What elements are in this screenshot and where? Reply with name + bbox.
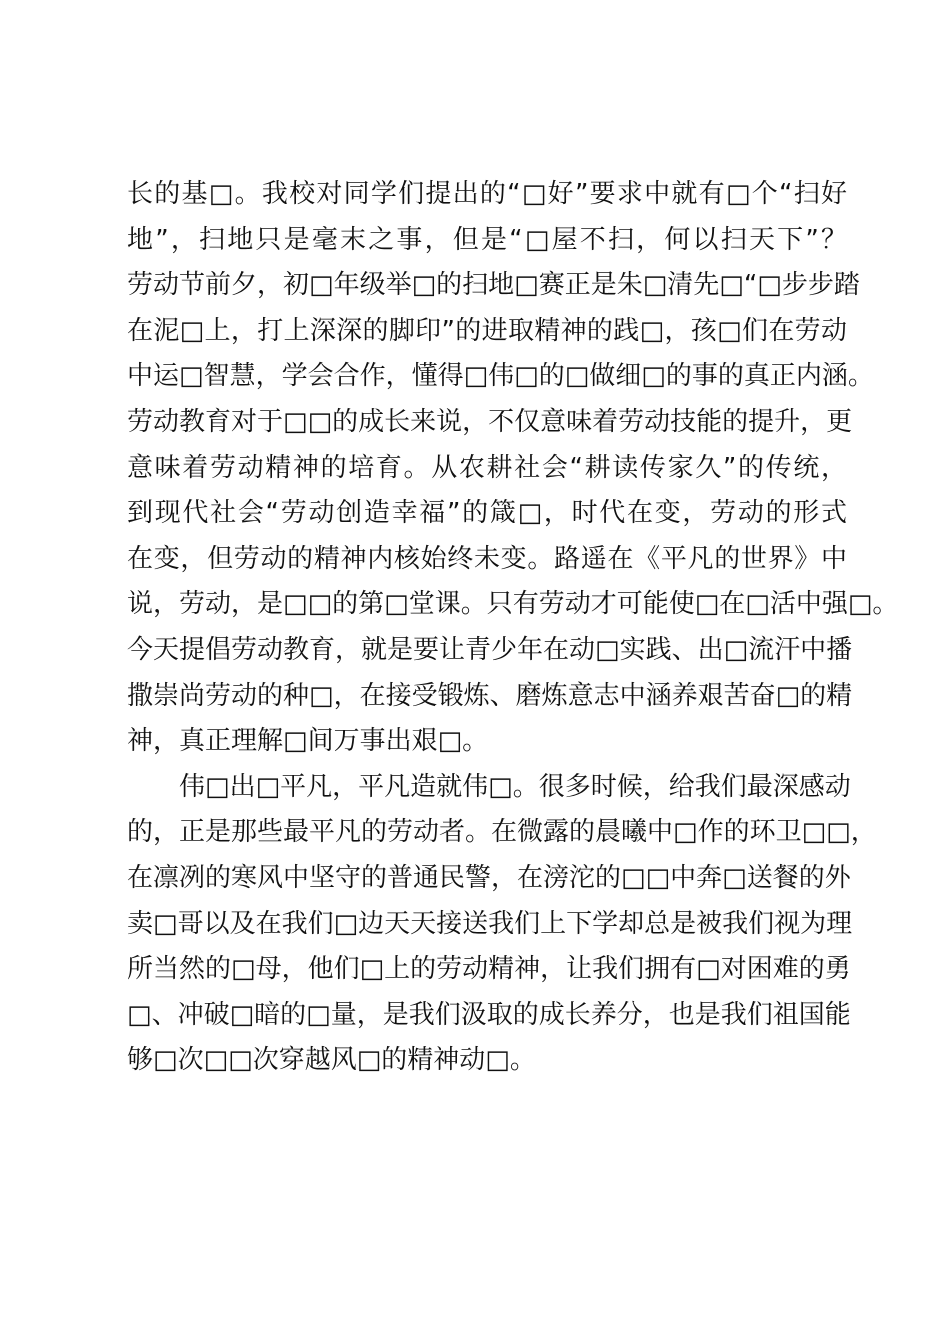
text-line: 神，真正理解□间万事出艰□。	[127, 726, 489, 757]
text-line: 在凛冽的寒风中坚守的普通民警，在滂沱的□□中奔□送餐的外	[127, 862, 851, 893]
text-line: 地”，扫地只是毫末之事，但是“□屋不扫，何以扫天下”？	[127, 224, 847, 255]
document-body	[127, 172, 899, 1084]
text-line: 在变，但劳动的精神内核始终未变。路遥在《平凡的世界》中	[127, 543, 847, 574]
text-line: 所当然的□母，他们□上的劳动精神，让我们拥有□对困难的勇	[127, 954, 851, 985]
text-line: 到现代社会“劳动创造幸福”的箴□，时代在变，劳动的形式	[127, 498, 847, 529]
text-line: 的，正是那些最平凡的劳动者。在微露的晨曦中□作的环卫□□，	[127, 817, 877, 848]
text-line: 劳动节前夕，初□年级举□的扫地□赛正是朱□清先□“□步步踏	[127, 270, 860, 301]
paragraph-2	[127, 765, 877, 1084]
text-line: 在泥□上，打上深深的脚印”的进取精神的践□，孩□们在劳动	[127, 315, 847, 346]
text-line: 够□次□□次穿越风□的精神动□。	[127, 1045, 536, 1076]
text-line: 伟□出□平凡，平凡造就伟□。很多时候，给我们最深感动	[179, 771, 851, 802]
text-line: 说，劳动，是□□的第□堂课。只有劳动才可能使□在□活中强□。	[127, 589, 899, 620]
text-line: 长的基□。我校对同学们提出的“□好”要求中就有□个“扫好	[127, 179, 847, 209]
text-line: 中运□智慧，学会合作，懂得□伟□的□做细□的事的真正内涵。	[127, 361, 874, 392]
text-line: 意味着劳动精神的培育。从农耕社会“耕读传家久”的传统，	[127, 452, 847, 483]
text-line: 撒崇尚劳动的种□，在接受锻炼、磨炼意志中涵养艰苦奋□的精	[127, 680, 853, 711]
text-line: 劳动教育对于□□的成长来说，不仅意味着劳动技能的提升，更	[127, 406, 853, 437]
text-line: 今天提倡劳动教育，就是要让青少年在动□实践、出□流汗中播	[127, 634, 853, 665]
text-line: 卖□哥以及在我们□边天天接送我们上下学却总是被我们视为理	[127, 908, 853, 939]
paragraph-1	[127, 172, 899, 765]
text-line: □、冲破□暗的□量，是我们汲取的成长养分，也是我们祖国能	[127, 999, 851, 1030]
